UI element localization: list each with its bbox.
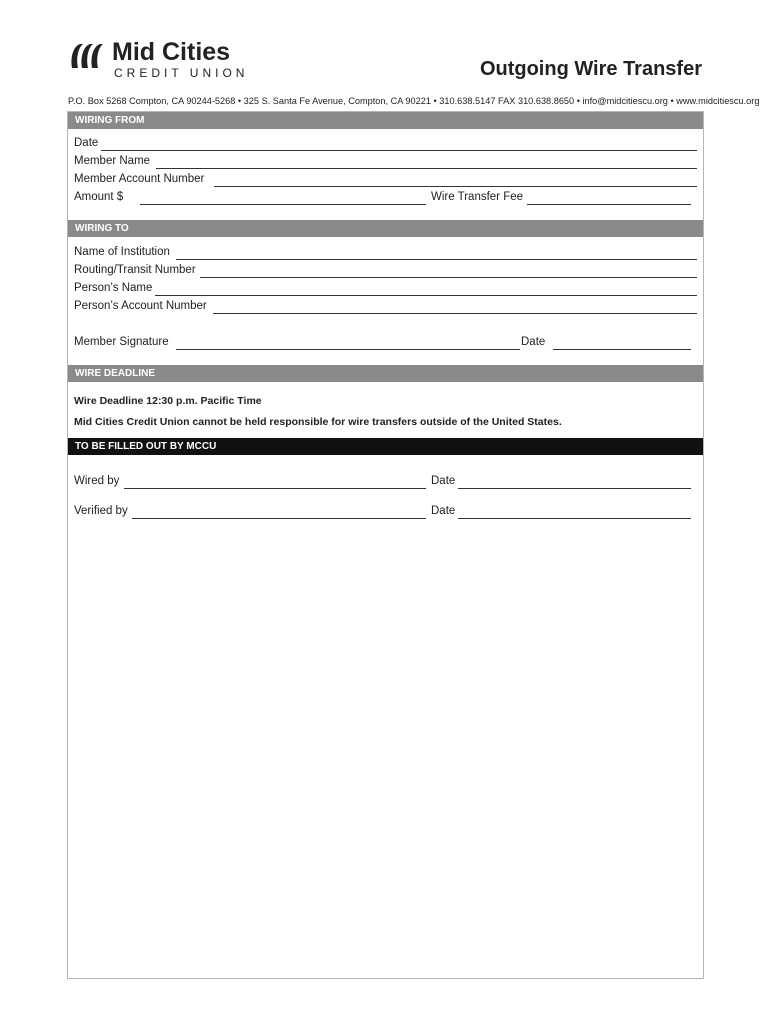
wired-by-label: Wired by <box>74 475 120 487</box>
amount-field[interactable] <box>140 204 426 205</box>
contact-info: P.O. Box 5268 Compton, CA 90244-5268 • 325 S. Santa Fe Avenue, Compton, CA 90221 • 310.638.5147 FAX 310.638.8650 • info@midcitiescu.org • www.midcitiescu.org <box>68 96 760 106</box>
logo-mark-icon <box>68 42 106 70</box>
section-heading: TO BE FILLED OUT BY MCCU <box>75 441 217 452</box>
person-account-label: Person’s Account Number <box>74 300 207 312</box>
section-wiring-from <box>68 112 703 129</box>
wire-fee-label: Wire Transfer Fee <box>431 191 524 203</box>
form-frame <box>67 111 704 979</box>
section-wiring-to <box>68 220 703 237</box>
verified-date-field[interactable] <box>458 518 691 519</box>
verified-date-label: Date <box>431 505 456 517</box>
verified-by-label: Verified by <box>74 505 128 517</box>
person-name-field[interactable] <box>155 295 697 296</box>
member-account-field[interactable] <box>214 186 697 187</box>
signature-label: Member Signature <box>74 336 169 348</box>
section-mccu <box>68 438 703 455</box>
signature-field[interactable] <box>176 349 520 350</box>
member-name-label: Member Name <box>74 155 151 167</box>
institution-label: Name of Institution <box>74 246 170 258</box>
amount-label: Amount $ <box>74 191 124 203</box>
signature-date-label: Date <box>521 336 546 348</box>
wired-date-field[interactable] <box>458 488 691 489</box>
logo-subtitle: CREDIT UNION <box>114 66 249 80</box>
wire-fee-field[interactable] <box>527 204 691 205</box>
document-title: Outgoing Wire Transfer <box>479 58 702 80</box>
date-label: Date <box>74 137 99 149</box>
section-heading: WIRING TO <box>75 223 129 234</box>
verified-by-field[interactable] <box>132 518 426 519</box>
person-name-label: Person’s Name <box>74 282 153 294</box>
section-heading: WIRING FROM <box>75 115 145 126</box>
member-account-label: Member Account Number <box>74 173 205 185</box>
member-name-field[interactable] <box>156 168 697 169</box>
section-wire-deadline <box>68 365 703 382</box>
institution-field[interactable] <box>176 259 697 260</box>
wired-by-field[interactable] <box>124 488 426 489</box>
logo-name: Mid Cities <box>112 38 231 66</box>
section-heading: WIRE DEADLINE <box>75 368 155 379</box>
wired-date-label: Date <box>431 475 456 487</box>
person-account-field[interactable] <box>213 313 697 314</box>
signature-date-field[interactable] <box>553 349 691 350</box>
deadline-time: Wire Deadline 12:30 p.m. Pacific Time <box>74 395 262 407</box>
date-field[interactable] <box>101 150 697 151</box>
routing-label: Routing/Transit Number <box>74 264 196 276</box>
routing-field[interactable] <box>200 277 697 278</box>
deadline-disclaimer: Mid Cities Credit Union cannot be held responsible for wire transfers outside of the United States. <box>74 416 562 428</box>
